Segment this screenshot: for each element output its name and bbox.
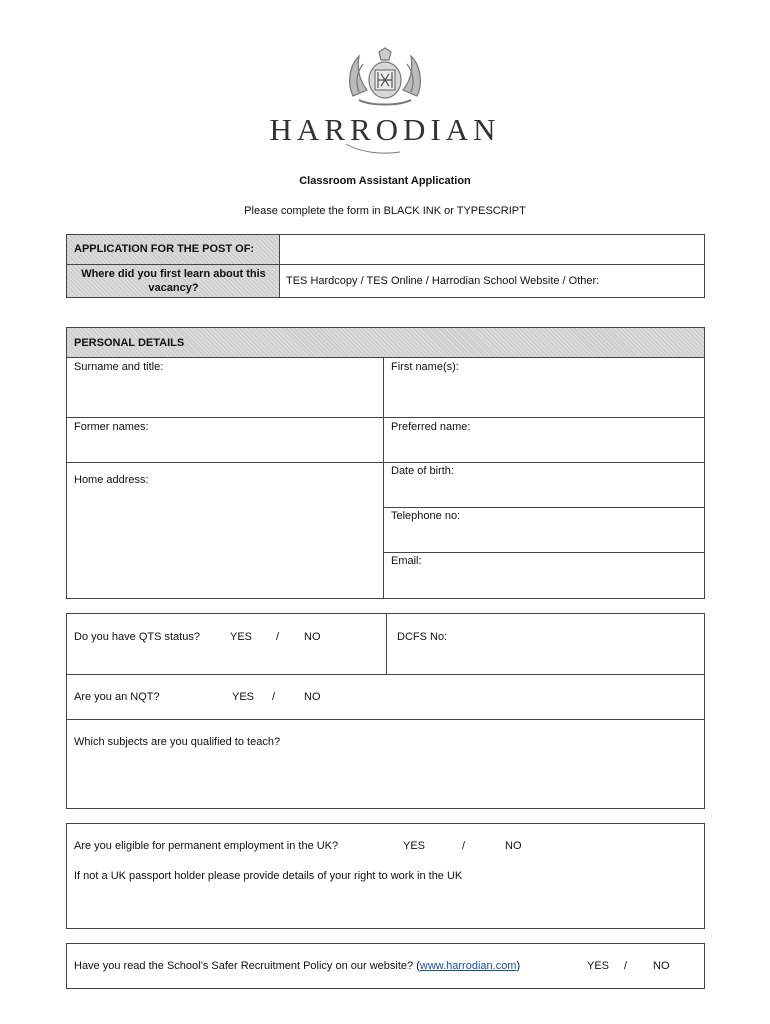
harrodian-website-link[interactable]: www.harrodian.com [419, 960, 517, 972]
crest-logo-icon [345, 46, 425, 108]
eligibility-box [66, 823, 705, 929]
personal-details-header [67, 328, 704, 358]
email-field[interactable] [384, 553, 704, 598]
preferred-name-field[interactable] [384, 418, 704, 462]
preferred-name-label: Preferred name: [391, 421, 471, 433]
telephone-label: Telephone no: [391, 510, 461, 522]
policy-no-option[interactable]: NO [653, 960, 670, 972]
eligibility-question: Are you eligible for permanent employment in the UK? [74, 840, 339, 852]
telephone-field[interactable] [384, 508, 704, 552]
nqt-no-option[interactable]: NO [304, 691, 321, 703]
post-label-cell [67, 235, 280, 265]
qualifications-table [66, 613, 705, 809]
home-address-field[interactable] [67, 463, 383, 598]
policy-question-close: ) [516, 960, 521, 972]
dcfs-field[interactable] [387, 614, 704, 674]
vacancy-label-cell [67, 265, 280, 297]
former-names-field[interactable] [67, 418, 383, 462]
personal-details-table [66, 327, 705, 599]
qts-no-option[interactable]: NO [304, 631, 321, 643]
harrodian-logo-text: HARRODIAN [269, 112, 501, 147]
logo-swoosh-icon [340, 142, 430, 156]
post-table [66, 234, 705, 298]
surname-field[interactable] [67, 358, 383, 417]
instruction-text: Please complete the form in BLACK INK or TYPESCRIPT [244, 205, 526, 217]
dob-label: Date of birth: [391, 465, 454, 477]
post-input-field[interactable] [280, 235, 704, 265]
nqt-slash: / [272, 691, 276, 703]
policy-box [66, 943, 705, 989]
surname-label: Surname and title: [74, 361, 164, 373]
former-names-label: Former names: [74, 421, 149, 433]
dob-field[interactable] [384, 463, 704, 507]
subjects-field[interactable] [67, 720, 704, 808]
first-name-label: First name(s): [391, 361, 459, 373]
vacancy-label-line2: vacancy? [148, 282, 199, 294]
post-label: APPLICATION FOR THE POST OF: [74, 243, 255, 255]
home-address-label: Home address: [74, 474, 149, 486]
dcfs-label: DCFS No: [397, 631, 448, 643]
eligibility-no-option[interactable]: NO [505, 840, 522, 852]
email-label: Email: [391, 555, 422, 567]
policy-question-text: Have you read the School’s Safer Recruitment Policy on our website? ( [74, 960, 420, 972]
nqt-yes-option[interactable]: YES [232, 691, 255, 703]
nqt-row [67, 675, 704, 719]
vacancy-source-field[interactable] [280, 265, 704, 297]
personal-details-title: PERSONAL DETAILS [74, 337, 185, 349]
vacancy-label-line1: Where did you first learn about this [81, 268, 266, 280]
qts-yes-option[interactable]: YES [230, 631, 253, 643]
policy-slash: / [624, 960, 628, 972]
first-name-field[interactable] [384, 358, 704, 417]
qts-slash: / [276, 631, 280, 643]
subjects-question: Which subjects are you qualified to teach? [74, 736, 281, 748]
policy-question [74, 960, 520, 972]
qts-question: Do you have QTS status? [74, 631, 200, 643]
eligibility-yes-option[interactable]: YES [403, 840, 426, 852]
eligibility-slash: / [462, 840, 466, 852]
qts-row [67, 614, 386, 674]
passport-instruction: If not a UK passport holder please provide details of your right to work in the UK [74, 870, 463, 882]
page-title: Classroom Assistant Application [299, 175, 471, 187]
nqt-question: Are you an NQT? [74, 691, 160, 703]
vacancy-options: TES Hardcopy / TES Online / Harrodian School Website / Other: [286, 275, 600, 287]
policy-yes-option[interactable]: YES [587, 960, 610, 972]
